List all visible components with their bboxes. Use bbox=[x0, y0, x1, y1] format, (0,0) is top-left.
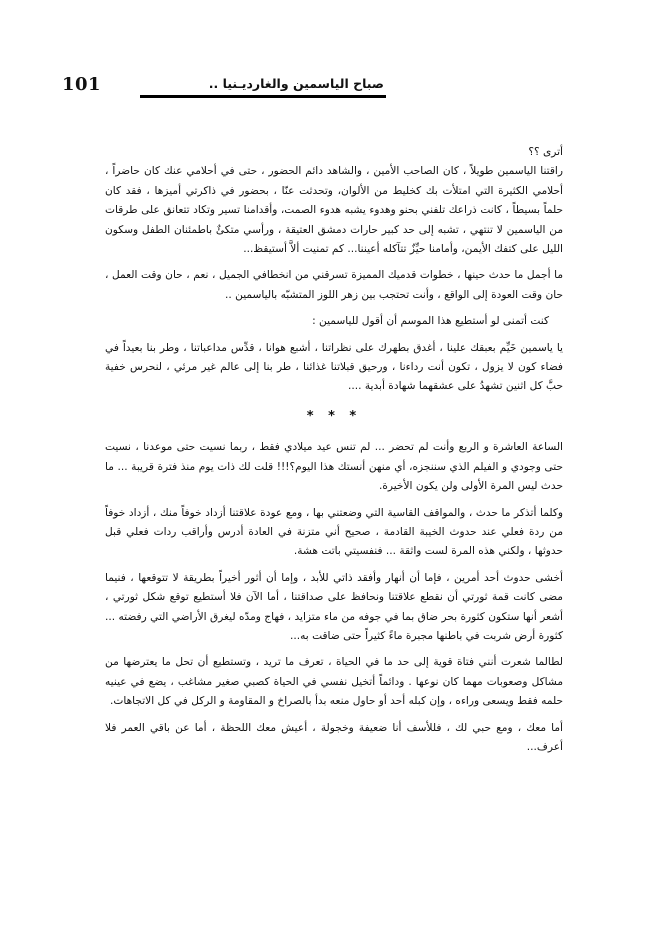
paragraph: أما معك ، ومع حبي لك ، فللأسف أنا ضعيفة وخجولة ، أعيش معك اللحظة ، أما عن باقي العمر فلا أعرف... bbox=[105, 721, 563, 753]
page-number: 101 bbox=[62, 74, 102, 95]
section-divider: * * * bbox=[306, 408, 362, 424]
header-rule bbox=[140, 95, 386, 98]
page-header bbox=[62, 74, 592, 102]
paragraph: أخشى حدوث أحد أمرين ، فإما أن أنهار وأفقد ذاتي للأبد ، وإما أن أثور أخيراً بطريقة لا تتوقعها ، فنيما مضى كانت قمة ثورتي أن نقطع علاقتنا ونحافظ على صداقتنا ، أما الآن فلا أستطيع توقع شكل ثورتي ، أشعر أنها ستكون كثورة بحر ضاق بما في جوفه من ماء متزايد ، فهاج ومدّه ليغرق الأراضي التي رفضته ... كثورة أرض شربت في باطنها مجبرة ماءً كثيراً حتى ضاقت به... bbox=[105, 571, 563, 642]
paragraph: وكلما أتذكر ما حدث ، والمواقف القاسية التي وضعتني بها ، ومع عودة علاقتنا أزداد خوفاً منك ، أزداد خوفاً من ردة فعلي عند حدوث الخيبة القادمة ، صحيح أني متزنة في العادة أدرس وأراقب ردات فعلي قبل حدوثها ، ولكني هذه المرة لست واثقة ... فنفسيتي باتت هشة. bbox=[105, 506, 563, 558]
paragraph: كنت أتمنى لو أستطيع هذا الموسم أن أقول للياسمين : bbox=[312, 315, 549, 328]
paragraph: راقتنا الياسمين طويلاً ، كان الصاحب الأمين ، والشاهد دائم الحضور ، حتى في أحلامي عنك كان حاضراً ، أحلامي الكثيرة التي امتلأت بك كخليط من الألوان، وتحدثت عنّا ، بحضور في ذاكرتي أميزها ، فقد كان حلماً بسيطاً ، كانت ذراعك تلفني بحنو وهدوء يشبه هدوء الصمت، وأقدامنا تسير وتكاد تتعانق على طرقات من الياسمين لا تنتهي ، تشبه إلى حد كبير حارات دمشق العتيقة ، ورأسي متكئٌ باطمئنان الطفل وسكون الليل على كتفك الأيمن، وأمامنا حيِّزٌ تتآكله أعيننا... كم تمنيت ألاَّ أستيقظ... bbox=[105, 165, 563, 256]
opening-question: أترى ؟؟ bbox=[528, 146, 563, 158]
running-title: صباح الياسمين والغارديـنيا .. bbox=[208, 76, 384, 91]
body-text bbox=[105, 143, 563, 757]
paragraph: يا ياسمين خَيِّم بعبقك علينا ، أغدق بطهرك على نظراتنا ، أشبع هوانا ، قدِّس مداعباتنا ، وطر بنا بعيداً في فضاء كون لا يزول ، تكون أنت رداءنا ، ورحيق قبلاتنا غذائنا ، طر بنا إلى عالم غير مرئي ، لنحرس خفية حبَّ كل اثنين تشهدُ على عشقهما شهادة أبدية .... bbox=[105, 341, 563, 393]
paragraph: لطالما شعرت أنني فتاة قوية إلى حد ما في الحياة ، تعرف ما تريد ، وتستطيع أن تحل ما يعترضها من مشاكل وصعوبات مهما كان نوعها . ودائماً أتخيل نفسي في الحياة كصبي صغير مشاغب ، يضع في عينيه حلمه فقط ويسعى وراءه ، وإن كبله أحد أو حاول منعه بدأ بالصراخ و المقاومة و الركل في كل الاتجاهات. bbox=[105, 656, 563, 708]
paragraph: ما أجمل ما حدث حينها ، خطوات قدميك المميزة تسرقني من انخطافي الجميل ، نعم ، حان وقت العمل ، حان وقت العودة إلى الواقع ، وأنت تحتجب بين زهر اللوز المتشبّه بالياسمين .. bbox=[105, 269, 563, 301]
paragraph: الساعة العاشرة و الربع وأنت لم تحضر ... لم تنس عيد ميلادي فقط ، ربما نسيت حتى موعدنا ، نسيت حتى وجودي و الفيلم الذي سننجزه، أي منهن أنستك هذا اليوم؟!!! قلت لك ذات يوم منذ فترة قريبة ... ما حدث ليس المرة الأولى ولن يكون الأخيرة. bbox=[105, 441, 563, 493]
